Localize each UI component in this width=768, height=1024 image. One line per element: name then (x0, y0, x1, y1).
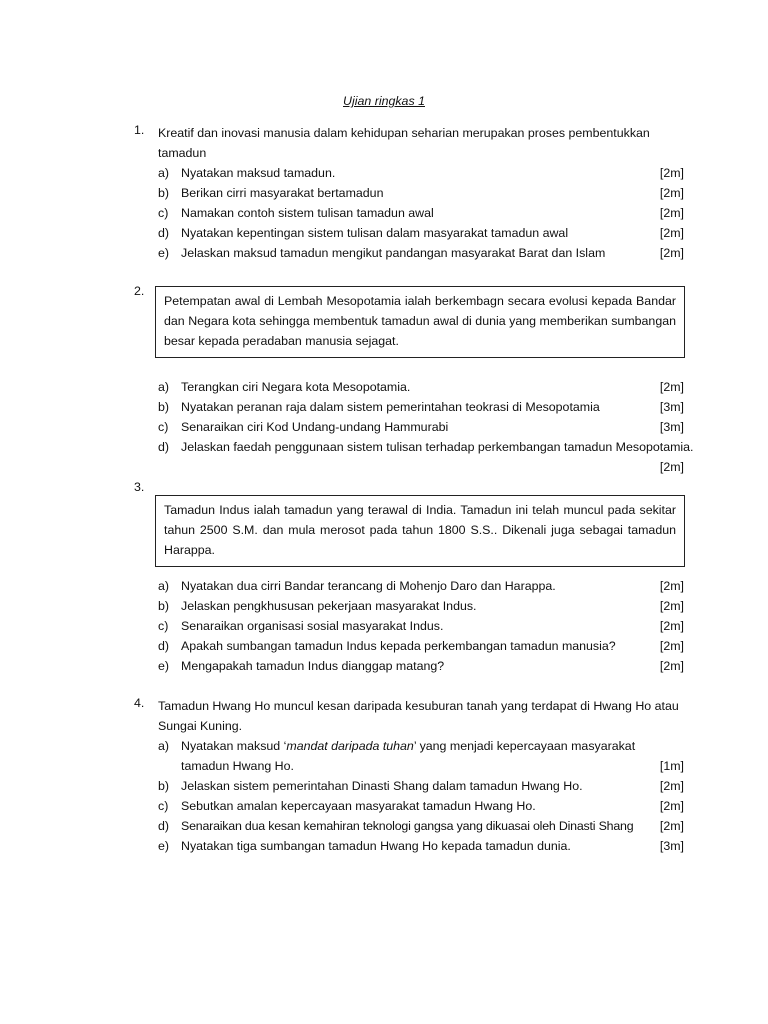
question-1c (158, 203, 684, 223)
sub-text: Nyatakan peranan raja dalam sistem pemerintahan teokrasi di Mesopotamia (181, 400, 600, 414)
sub-text: Namakan contoh sistem tulisan tamadun awal (181, 206, 434, 220)
sub-letter: e) (158, 839, 170, 853)
sub-text: Apakah sumbangan tamadun Indus kepada perkembangan tamadun manusia? (181, 639, 616, 653)
sub-text: Jelaskan faedah penggunaan sistem tulisan terhadap perkembangan tamadun Mesopotamia. (181, 440, 694, 454)
question-1-text: Kreatif dan inovasi manusia dalam kehidupan seharian merupakan proses pembentukkan tamadun (158, 126, 650, 160)
question-3c (158, 616, 684, 636)
question-2-number: 2. (134, 284, 145, 298)
sub-text: Senaraikan ciri Kod Undang-undang Hammurabi (181, 420, 449, 434)
question-3-number: 3. (134, 480, 145, 494)
sub-marks: [2m] (659, 779, 684, 793)
sub-letter: a) (158, 166, 170, 180)
sub-text: Jelaskan maksud tamadun mengikut pandangan masyarakat Barat dan Islam (181, 246, 606, 260)
sub-text-pre: Nyatakan maksud ‘ (181, 739, 287, 753)
question-4a (158, 736, 684, 776)
sub-text-emphasis: mandat daripada tuhan (286, 739, 414, 753)
sub-marks: [2m] (659, 380, 684, 394)
sub-letter: e) (158, 246, 170, 260)
sub-text: Berikan cirri masyarakat bertamadun (181, 186, 384, 200)
sub-text: Terangkan ciri Negara kota Mesopotamia. (181, 380, 411, 394)
question-1a (158, 163, 684, 183)
sub-text: Nyatakan maksud tamadun. (181, 166, 336, 180)
question-2-passage-box: Petempatan awal di Lembah Mesopotamia ialah berkembagn secara evolusi kepada Bandar dan Negara kota sehingga membentuk tamadun awal di dunia yang memberikan sumbangan besar kepada peradaban manusia sejagat. (155, 286, 685, 358)
sub-letter: b) (158, 779, 170, 793)
question-2b (158, 397, 684, 417)
sub-letter: c) (158, 619, 169, 633)
sub-letter: b) (158, 186, 170, 200)
question-4c (158, 796, 684, 816)
sub-letter: d) (158, 440, 170, 454)
question-4b (158, 776, 684, 796)
sub-letter: c) (158, 420, 169, 434)
sub-marks: [2m] (659, 639, 684, 653)
question-2c (158, 417, 684, 437)
question-3e (158, 656, 684, 676)
question-4-number: 4. (134, 696, 145, 710)
question-3-passage-box: Tamadun Indus ialah tamadun yang terawal di India. Tamadun ini telah muncul pada sekitar tahun 2500 S.M. dan mula merosot pada tahun 1800 S.S.. Dikenali juga sebagai tamadun Harappa. (155, 495, 685, 567)
sub-text: Nyatakan dua cirri Bandar terancang di Mohenjo Daro dan Harappa. (181, 579, 556, 593)
sub-letter: d) (158, 226, 170, 240)
sub-marks: [2m] (659, 186, 684, 200)
sub-letter: a) (158, 579, 170, 593)
sub-marks: [2m] (659, 460, 684, 474)
question-3b (158, 596, 684, 616)
question-4e (158, 836, 684, 856)
sub-marks: [2m] (659, 206, 684, 220)
sub-letter: c) (158, 799, 169, 813)
sub-letter: a) (158, 739, 170, 753)
sub-marks: [2m] (659, 819, 684, 833)
question-1d (158, 223, 684, 243)
question-3a (158, 576, 684, 596)
sub-marks: [3m] (659, 400, 684, 414)
sub-text: Jelaskan sistem pemerintahan Dinasti Shang dalam tamadun Hwang Ho. (181, 779, 583, 793)
sub-letter: e) (158, 659, 170, 673)
sub-text: Mengapakah tamadun Indus dianggap matang? (181, 659, 445, 673)
sub-text: Senaraikan dua kesan kemahiran teknologi gangsa yang dikuasai oleh Dinasti Shang (181, 819, 634, 833)
sub-letter: b) (158, 400, 170, 414)
sub-letter: a) (158, 380, 170, 394)
question-1-number: 1. (134, 123, 145, 137)
sub-marks: [2m] (659, 166, 684, 180)
question-2d (158, 437, 694, 477)
sub-marks: [2m] (659, 599, 684, 613)
sub-text: Jelaskan pengkhususan pekerjaan masyarakat Indus. (181, 599, 477, 613)
sub-letter: d) (158, 639, 170, 653)
sub-letter: b) (158, 599, 170, 613)
sub-text: Sebutkan amalan kepercayaan masyarakat tamadun Hwang Ho. (181, 799, 536, 813)
sub-marks: [2m] (659, 799, 684, 813)
sub-marks: [2m] (659, 226, 684, 240)
sub-text: Nyatakan kepentingan sistem tulisan dalam masyarakat tamadun awal (181, 226, 569, 240)
sub-letter: c) (158, 206, 169, 220)
question-4d (158, 816, 684, 836)
question-1b (158, 183, 684, 203)
sub-text (181, 736, 686, 776)
sub-text: Nyatakan tiga sumbangan tamadun Hwang Ho kepada tamadun dunia. (181, 839, 571, 853)
sub-marks: [2m] (659, 246, 684, 260)
page-title: Ujian ringkas 1 (343, 94, 425, 108)
sub-text: Senaraikan organisasi sosial masyarakat Indus. (181, 619, 444, 633)
question-3d (158, 636, 684, 656)
sub-marks: [2m] (659, 619, 684, 633)
sub-marks: [3m] (659, 420, 684, 434)
sub-marks: [2m] (659, 579, 684, 593)
sub-marks: [1m] (659, 759, 684, 773)
question-4-text: Tamadun Hwang Ho muncul kesan daripada kesuburan tanah yang terdapat di Hwang Ho atau Sungai Kuning. (158, 699, 679, 733)
sub-marks: [3m] (659, 839, 684, 853)
sub-letter: d) (158, 819, 170, 833)
question-2a (158, 377, 684, 397)
question-1e (158, 243, 684, 263)
sub-text-post: ’ yang menjadi kepercayaan masyarakat tamadun Hwang Ho. (181, 739, 636, 773)
sub-marks: [2m] (659, 659, 684, 673)
